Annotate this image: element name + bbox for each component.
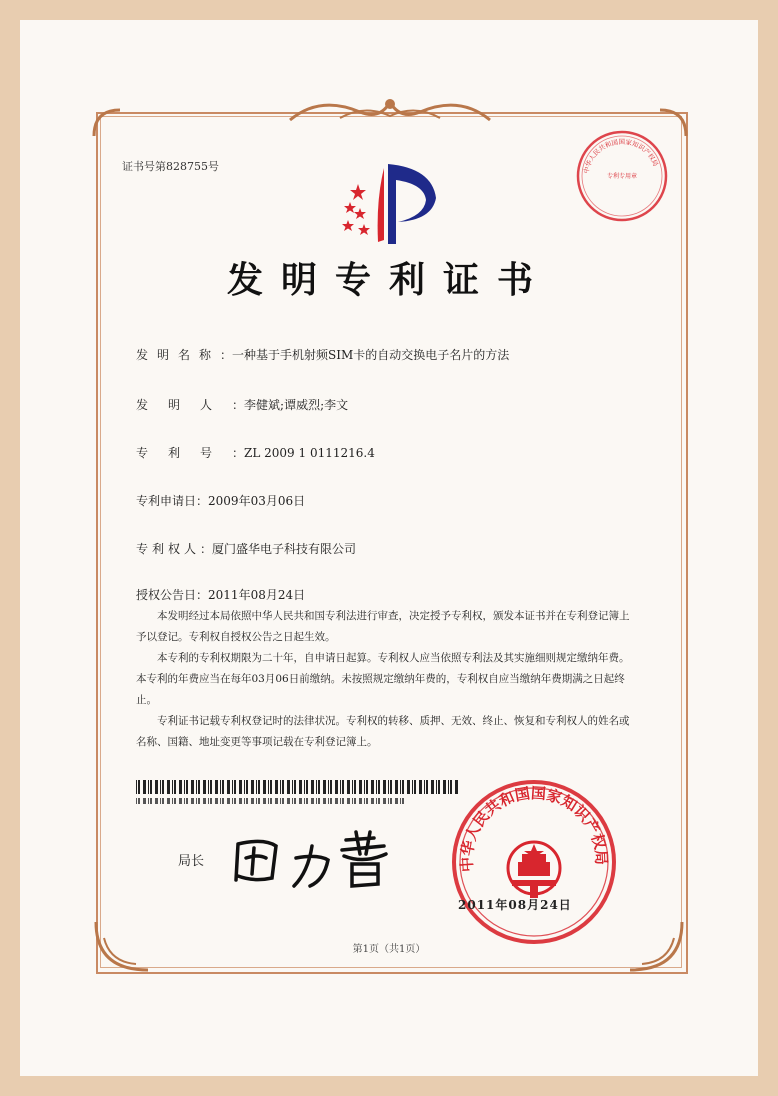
certificate-title: 发明专利证书 — [226, 259, 551, 301]
field-invention-name: 发明名称：一种基于手机射频SIM卡的自动交换电子名片的方法 — [136, 348, 510, 362]
field-filing-date: 专利申请日：2009年03月06日 — [136, 494, 306, 508]
field-grant-date: 授权公告日：2011年08月24日 — [136, 588, 306, 602]
page-number: 第1页（共1页） — [352, 944, 426, 955]
svg-text:中华人民共和国国家知识产权局: 中华人民共和国国家知识产权局 — [457, 784, 611, 873]
svg-text:专利专用章: 专利专用章 — [606, 173, 638, 180]
director-signature — [224, 824, 404, 894]
field-inventor: 发明人：李健斌;谭威烈;李文 — [136, 398, 349, 412]
barcode — [136, 780, 458, 794]
field-value: 李健斌;谭威烈;李文 — [244, 398, 349, 412]
patent-office-seal-large — [448, 776, 620, 948]
field-label: 发明人 — [136, 398, 233, 412]
corner-ornament-top-left — [92, 108, 122, 138]
certificate-number: 证书号第828755号 — [122, 160, 219, 173]
field-value: 2011年08月24日 — [208, 588, 306, 602]
seal-date: 2011年08月24日 — [458, 898, 572, 912]
certificate-body — [136, 606, 630, 753]
field-patentee: 专利权人：厦门盛华电子科技有限公司 — [136, 542, 357, 556]
svg-text:中华人民共和国国家知识产权局: 中华人民共和国国家知识产权局 — [582, 137, 660, 175]
field-value: 2009年03月06日 — [208, 494, 306, 508]
patent-office-logo-icon — [336, 150, 446, 246]
body-paragraph: 本专利的专利权期限为二十年，自申请日起算。专利权人应当依照专利法及其实施细则规定缴纳年费。本专利的年费应当在每年03月06日前缴纳。未按照规定缴纳年费的，专利权自应当缴纳年费期满之日起终止。 — [136, 652, 630, 706]
field-label: 专利号 — [136, 446, 233, 460]
field-patent-number: 专利号：ZL 2009 1 0111216.4 — [136, 446, 375, 460]
barcode-sub — [136, 798, 406, 804]
field-label: 发明名称 — [136, 348, 221, 362]
field-label: 授权公告日 — [136, 588, 197, 602]
field-label: 专利权人 — [136, 542, 201, 556]
field-value: 一种基于手机射频SIM卡的自动交换电子名片的方法 — [232, 348, 510, 362]
patent-office-seal-small — [572, 126, 672, 226]
field-value: 厦门盛华电子科技有限公司 — [212, 542, 357, 556]
field-value: ZL 2009 1 0111216.4 — [244, 446, 375, 460]
body-paragraph: 本发明经过本局依照中华人民共和国专利法进行审查，决定授予专利权，颁发本证书并在专利登记簿上予以登记。专利权自授权公告之日起生效。 — [136, 610, 630, 643]
field-label: 专利申请日 — [136, 494, 197, 508]
director-label: 局长 — [178, 854, 205, 869]
body-paragraph: 专利证书记载专利权登记时的法律状况。专利权的转移、质押、无效、终止、恢复和专利权人的姓名或名称、国籍、地址变更等事项记载在专利登记簿上。 — [136, 715, 630, 748]
top-ornament — [280, 90, 500, 130]
